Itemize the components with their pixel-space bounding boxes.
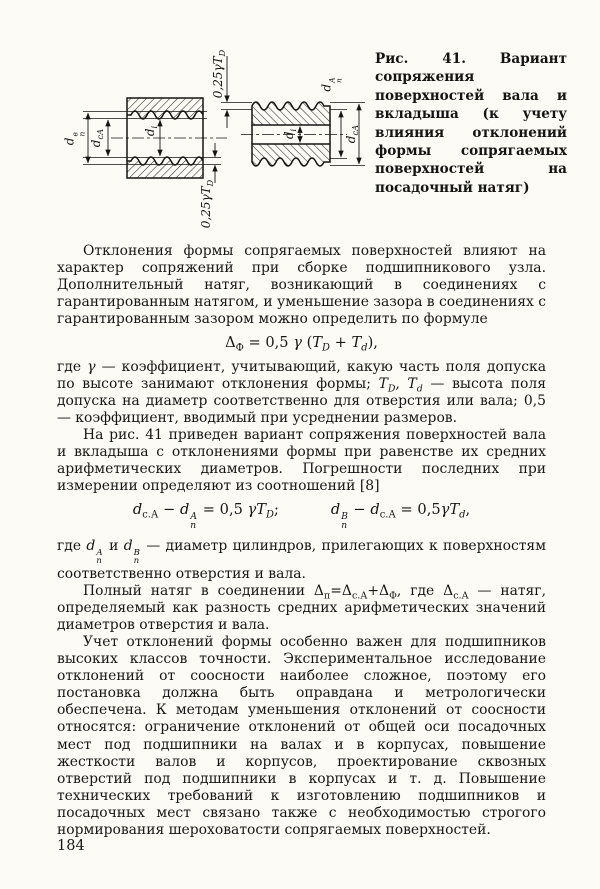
figure-caption: Рис. 41. Вариант сопряжения поверхностей вала и вкладыша (к учету влияния отклонений формы сопрягаемых поверхностей на посадочный натяг) [375, 51, 567, 196]
label-d-mean-left: $d_{сА}$ [89, 128, 105, 148]
label-d-mean-right: $d_{сА}$ [344, 124, 360, 144]
paragraph-full-interference: Полный натяг в соединении $\Delta_п=\Delta_{с.А}+\Delta_Ф$, где $\Delta_{с.А}$ — натяг, определяемый как разность средних арифметических значений диаметров отверстия и вала. [57, 582, 546, 633]
formula-delta-f [57, 334, 546, 354]
bushing-section-left [83, 98, 227, 183]
label-gap-left: $0,25\gamma T_D$ [199, 179, 215, 229]
body-text [57, 243, 546, 839]
label-gap-right: $0,25\gamma T_D$ [211, 49, 227, 99]
shaft-section-right [221, 56, 365, 166]
page-number: 184 [57, 838, 85, 854]
paragraph-fig41-reference: На рис. 41 приведен вариант сопряжения поверхностей вала и вкладыша с отклонениями формы при равенстве их средних арифметических диаметров. Погрешности последних при измерении определяют из соотношений [8] [57, 426, 546, 495]
label-d-i-left: $d_i$ [143, 125, 159, 137]
label-d-adjacent-shaft: d А п [319, 77, 345, 92]
formula-diameters [57, 501, 546, 531]
figure-41 [55, 34, 570, 248]
paragraph-where-gamma: где γ — коэффициент, учитывающий, какую часть поля допуска по высоте занимают отклонения формы; $T_D$, $T_d$ — высота поля допуска на диаметр соответственно для отверстия или вала; 0,5 — коэффициент, вводимый при усреднении размеров. [57, 358, 546, 426]
formula-delta-f-expr: $\Delta_Ф = 0,5$ γ $(T_D + T_d)$, [225, 334, 378, 354]
paragraph-deviations-intro: Отклонения формы сопрягаемых поверхностей влияют на характер сопряжений при сборке подшипникового узла. Дополнительный натяг, возникающий в соединениях с гарантированным натягом, и уменьшение зазора в соединениях с гарантированным зазором можно определить по формуле [57, 243, 546, 328]
paragraph-where-d: где d А п и d В п — диаметр цилиндров, прилегающих к поверхностям соответственно отверстия и вала. [57, 538, 546, 582]
paragraph-form-deviation-importance: Учет отклонений формы особенно важен для подшипников высоких классов точности. Экспериментальное исследование отклонений от соосности наиболее сложное, поэтому его постановка должна быть оправдана и метрологически обеспечена. К методам уменьшения отклонений от соосности относятся: ограничение отклонений от общей оси посадочных мест под подшипники на валах и в корпусах, повышение жесткости валов и корпусов, проектирование сквозных отверстий под подшипники в корпусах и т. д. Повышение технических требований к изготовлению подшипников и посадочных мест связано также с необходимостью строгого нормирования шероховатости сопрягаемых поверхностей. [57, 633, 546, 839]
label-d-adjacent-hole: d в п [62, 131, 88, 146]
formula-diameters-hole: $d_{с.А} - d$ А п = 0,5 $\gamma T_D$; [132, 501, 279, 532]
label-d-i-right: $d_i$ [282, 128, 298, 140]
formula-diameters-shaft: d В п − $d_{с.А} = 0,5\gamma T_d$, [330, 501, 471, 532]
